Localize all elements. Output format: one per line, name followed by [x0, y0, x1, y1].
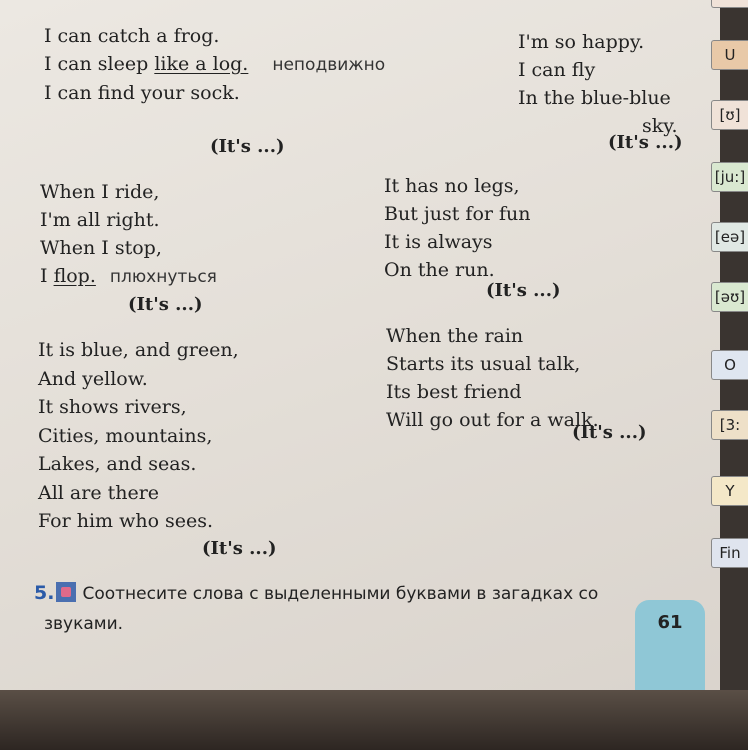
poem-line: For him who sees.	[38, 510, 214, 532]
side-tab-top[interactable]	[711, 0, 748, 8]
side-tab-fin[interactable]: Fin	[711, 538, 748, 568]
riddle-3	[384, 172, 531, 284]
poem-line: But just for fun	[384, 203, 531, 225]
task-number: 5.	[34, 582, 55, 604]
poem-line: sky.	[642, 115, 678, 137]
side-tab-ea[interactable]: [eə]	[711, 222, 748, 252]
poem-line: When the rain	[386, 325, 524, 347]
poem-line: I can sleep like a log. неподвижно	[44, 53, 386, 75]
poem-line: I'm all right.	[40, 209, 160, 231]
poem-line: Will go out for a walk.	[386, 409, 599, 431]
gloss: неподвижно	[272, 55, 386, 75]
riddle-1-right	[518, 28, 678, 140]
poem-line: I can catch a frog.	[44, 25, 220, 47]
poem-line: I flop. плюхнуться	[40, 265, 217, 287]
side-tab-ju[interactable]: [ju:]	[711, 162, 748, 192]
riddle-2	[40, 178, 217, 291]
riddle-1-answer-right: (It's ...)	[608, 132, 683, 153]
task-text-continued: звуками.	[44, 614, 124, 634]
page-edge-shadow	[0, 690, 748, 750]
riddle-5-answer: (It's ...)	[572, 422, 647, 443]
poem-line: I can fly	[518, 59, 596, 81]
task-5	[34, 578, 674, 639]
poem-line: Cities, mountains,	[38, 424, 213, 447]
poem-line: Starts its usual talk,	[386, 353, 581, 375]
riddle-3-answer: (It's ...)	[486, 280, 561, 301]
poem-line: It is always	[384, 231, 493, 253]
side-tab-short-u[interactable]: [ʊ]	[711, 100, 748, 130]
poem-line: I can find your sock.	[44, 82, 240, 104]
poem-line: It shows rivers,	[38, 396, 187, 418]
poem-line: In the blue-blue	[518, 87, 671, 109]
poem-line: When I stop,	[40, 237, 162, 259]
riddle-1-left	[44, 22, 385, 107]
poem-line: It is blue, and green,	[38, 339, 239, 361]
side-tab-3[interactable]: [3:	[711, 410, 748, 440]
poem-line: All are there	[38, 481, 160, 504]
riddle-2-answer: (It's ...)	[128, 294, 203, 315]
task-type-icon	[56, 582, 76, 602]
gloss: плюхнуться	[109, 267, 217, 287]
side-tab-ou[interactable]: [əʊ]	[711, 282, 748, 312]
side-tab-y[interactable]: Y	[711, 476, 748, 506]
page-number: 61	[635, 600, 705, 700]
poem-line: Lakes, and seas.	[38, 453, 197, 475]
side-tab-u[interactable]: U	[711, 40, 748, 70]
poem-line: It has no legs,	[384, 175, 520, 197]
alphabet-side-tabs	[708, 0, 748, 600]
riddle-4	[38, 336, 239, 536]
task-line	[34, 578, 674, 609]
task-text: Соотнесите слова с выделенными буквами в загадках со	[82, 584, 599, 604]
poem-line: Its best friend	[386, 381, 522, 403]
riddle-5	[386, 322, 599, 434]
poem-line: When I ride,	[40, 181, 160, 203]
poem-line: On the run.	[384, 259, 495, 281]
riddle-1-answer-left: (It's ...)	[210, 136, 285, 157]
poem-line: I'm so happy.	[518, 31, 645, 53]
side-tab-o[interactable]: O	[711, 350, 748, 380]
riddle-4-answer: (It's ...)	[202, 538, 277, 559]
poem-line: And yellow.	[38, 367, 148, 390]
